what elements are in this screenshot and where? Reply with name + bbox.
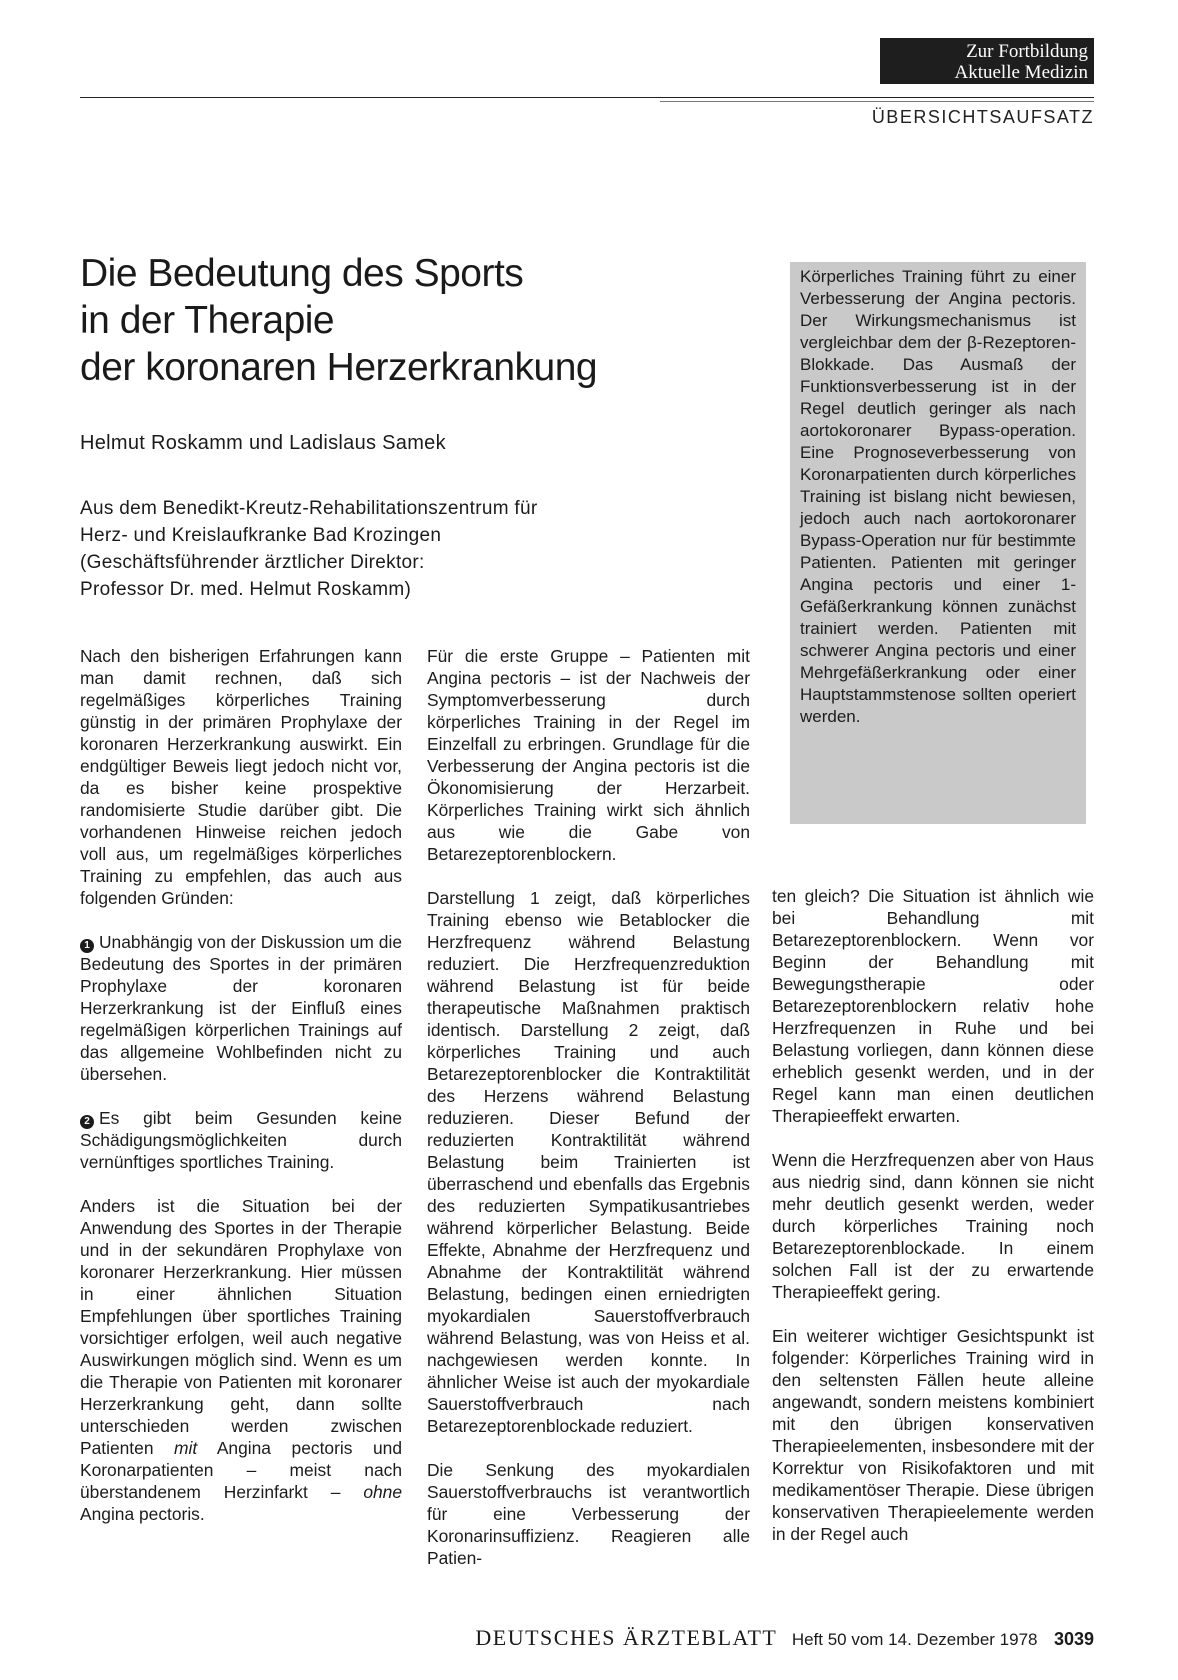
header-rule <box>80 97 1094 98</box>
header-rule-secondary <box>660 101 1094 102</box>
paragraph: Wenn die Herzfrequenzen aber von Haus aus niedrig sind, dann können sie nicht mehr deutlich gesenkt werden, weder durch körperliches Training noch Betarezeptorenblockade. In einem solchen Fall ist der zu erwartende Therapieeffekt gering. <box>772 1150 1094 1302</box>
authors: Helmut Roskamm und Ladislaus Samek <box>80 432 446 454</box>
affiliation-line-1: Aus dem Benedikt-Kreutz-Rehabilitationszentrum für <box>80 498 538 519</box>
text-run: Angina pectoris. <box>80 1504 205 1524</box>
bullet-number-2: 2 <box>80 1115 94 1129</box>
emphasis-mit: mit <box>174 1438 198 1458</box>
affiliation <box>80 495 537 603</box>
badge-line-2: Aktuelle Medizin <box>954 62 1088 83</box>
text-run: Anders ist die Situation bei der Anwendung des Sportes in der Therapie und in der sekundären Prophylaxe von koronarer Herzerkrankung. Hier müssen in einer ähnlichen Situation Empfehlungen über sportliches Training vorsichtiger erfolgen, weil auch negative Auswirkungen möglich sind. Wenn es um die Therapie von Patienten mit koronarer Herzerkrankung geht, dann sollte unterschieden werden zwischen Patienten <box>80 1196 402 1458</box>
page-number: 3039 <box>1053 1629 1094 1649</box>
journal-name: DEUTSCHES ÄRZTEBLATT <box>475 1625 778 1650</box>
article-title <box>80 250 597 391</box>
paragraph: Ein weiterer wichtiger Gesichtspunkt ist folgender: Körperliches Training wird in den seltensten Fällen heute alleine angewandt, sondern meistens kombiniert mit den übrigen konservativen Therapieelementen, insbesondere mit der Korrektur von Risikofaktoren und mit medikamentöser Therapie. Diese übrigen konservativen Therapieelemente werden in der Regel auch <box>772 1326 1094 1544</box>
emphasis-ohne: ohne <box>363 1482 402 1502</box>
paragraph: Nach den bisherigen Erfahrungen kann man damit rechnen, daß sich regelmäßiges körperliches Training günstig in der primären Prophylaxe der koronaren Herzerkrankung auswirkt. Ein endgültiger Beweis liegt jedoch nicht vor, da es bisher keine prospektive randomisierte Studie darüber gibt. Die vorhandenen Hinweise reichen jedoch voll aus, um regelmäßiges körperliches Training zu empfehlen, das auch aus folgenden Gründen: <box>80 646 402 908</box>
title-line-1: Die Bedeutung des Sports <box>80 252 524 295</box>
title-line-3: der koronaren Herzerkrankung <box>80 346 598 389</box>
title-line-2: in der Therapie <box>80 299 335 342</box>
paragraph: Für die erste Gruppe – Patienten mit Angina pectoris – ist der Nachweis der Symptomverbesserung durch körperliches Training in der Regel im Einzelfall zu erbringen. Grundlage für die Verbesserung der Angina pectoris ist die Ökonomisierung der Herzarbeit. Körperliches Training wirkt sich ähnlich aus wie die Gabe von Betarezeptorenblockern. <box>427 646 750 864</box>
column-3 <box>772 885 1094 1567</box>
paragraph <box>80 1195 402 1525</box>
summary-box: Körperliches Training führt zu einer Verbesserung der Angina pectoris. Der Wirkungsmechanismus ist vergleichbar dem der β-Rezeptoren-Blokkade. Das Ausmaß der Funktionsverbesserung ist in der Regel deutlich geringer als nach aortokoronarer Bypass-operation. Eine Prognoseverbesserung von Koronarpatienten durch körperliches Training ist bislang nicht bewiesen, jedoch auch nach aortokoronarer Bypass-Operation nur für bestimmte Patienten. Patienten mit geringer Angina pectoris und einer 1-Gefäßerkrankung können zunächst trainiert werden. Patienten mit schwerer Angina pectoris und einer Mehrgefäßerkrankung oder einer Hauptstammstenose sollten operiert werden. <box>790 262 1086 824</box>
affiliation-line-4: Professor Dr. med. Helmut Roskamm) <box>80 579 412 600</box>
section-label: ÜBERSICHTSAUFSATZ <box>871 107 1094 127</box>
text-run: Angina pectoris und Koronarpatienten – meist nach überstandenem Herzinfarkt – <box>80 1438 402 1502</box>
bullet-paragraph-2 <box>80 1107 402 1173</box>
paragraph: Die Senkung des myokardialen Sauerstoffverbrauchs ist verantwortlich für eine Verbesserung der Koronarinsuffizienz. Reagieren alle Patien- <box>427 1460 750 1568</box>
affiliation-line-3: (Geschäftsführender ärztlicher Direktor: <box>80 552 425 573</box>
badge-line-1: Zur Fortbildung <box>966 41 1088 62</box>
bullet-text-2: Es gibt beim Gesunden keine Schädigungsmöglichkeiten durch vernünftiges sportliches Training. <box>80 1108 402 1172</box>
issue-info: Heft 50 vom 14. Dezember 1978 <box>791 1630 1038 1649</box>
section-badge <box>880 38 1094 84</box>
column-1 <box>80 645 402 1547</box>
bullet-number-1: 1 <box>80 939 94 953</box>
page-footer <box>0 1625 1094 1651</box>
bullet-text-1: Unabhängig von der Diskussion um die Bedeutung des Sportes in der primären Prophylaxe der koronaren Herzerkrankung ist der Einfluß eines regelmäßigen körperlichen Trainings auf das allgemeine Wohlbefinden nicht zu übersehen. <box>80 932 402 1084</box>
paragraph: Darstellung 1 zeigt, daß körperliches Training ebenso wie Betablocker die Herzfrequenz während Belastung reduziert. Die Herzfrequenzreduktion während Belastung ist für beide therapeutische Maßnahmen praktisch identisch. Darstellung 2 zeigt, daß körperliches Training und auch Betarezeptorenblocker die Kontraktilität des Herzens während Belastung reduzieren. Dieser Befund der reduzierten Kontraktilität während Belastung beim Trainierten ist überraschend und ebenfalls das Ergebnis des reduzierten Sympatikusantriebes während körperlicher Belastung. Beide Effekte, Abnahme der Herzfrequenz und Abnahme der Kontraktilität während Belastung, bedingen einen erniedrigten myokardialen Sauerstoffverbrauch während Belastung, was von Heiss et al. nachgewiesen werden konnte. In ähnlicher Weise ist auch der myokardiale Sauerstoffverbrauch nach Betarezeptorenblockade reduziert. <box>427 888 750 1436</box>
affiliation-line-2: Herz- und Kreislaufkranke Bad Krozingen <box>80 525 442 546</box>
column-2 <box>427 645 750 1591</box>
bullet-paragraph-1 <box>80 931 402 1085</box>
paragraph: ten gleich? Die Situation ist ähnlich wie bei Behandlung mit Betarezeptorenblockern. Wenn vor Beginn der Behandlung mit Bewegungstherapie oder Betarezeptorenblockern relativ hohe Herzfrequenzen in Ruhe und bei Belastung vorliegen, dann können diese erheblich gesenkt werden, und in der Regel kann man einen deutlichen Therapieeffekt erwarten. <box>772 886 1094 1126</box>
